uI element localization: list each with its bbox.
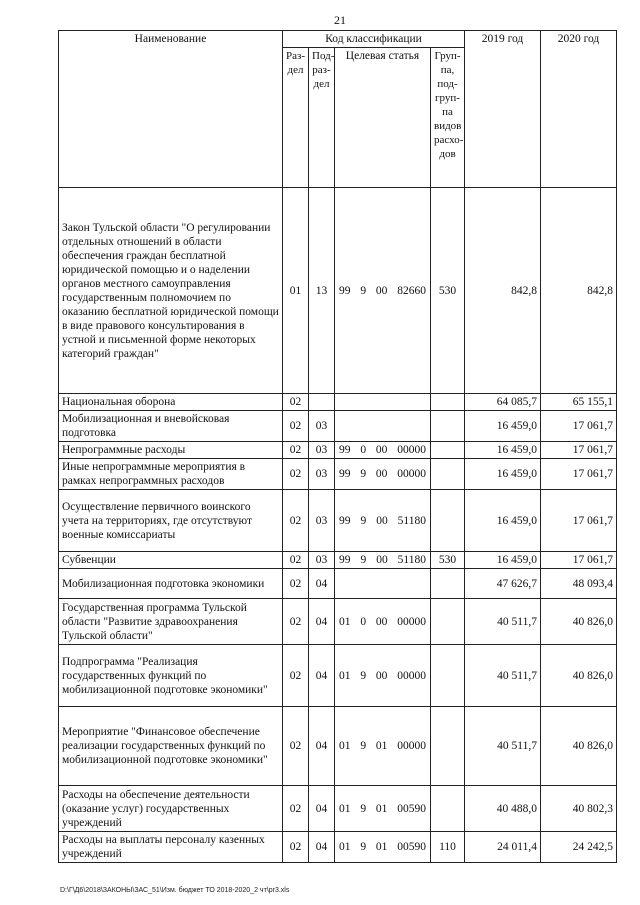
row-amount-2020: 48 093,4	[541, 569, 617, 599]
row-name: Мобилизационная и вневойсковая подготовка	[59, 411, 283, 442]
row-amount-2019: 24 011,4	[465, 832, 541, 863]
page-number: 21	[334, 13, 346, 27]
row-expense-group	[431, 707, 465, 786]
table-row	[59, 569, 617, 599]
row-section: 02	[283, 490, 309, 552]
row-amount-2019: 842,8	[465, 188, 541, 394]
row-section: 02	[283, 645, 309, 707]
target-article-part: 01	[375, 740, 388, 752]
target-article-part: 9	[360, 514, 367, 527]
row-amount-2020: 17 061,7	[541, 459, 617, 490]
header-year-2019: 2019 год	[465, 31, 541, 188]
header-section: Раз-дел	[283, 48, 309, 188]
table-row	[59, 552, 617, 569]
target-article-part: 01	[339, 841, 351, 853]
target-article-part: 00000	[397, 444, 426, 456]
target-article-part: 82660	[397, 284, 426, 297]
row-target-article	[335, 707, 431, 786]
target-article-part: 00	[375, 468, 388, 480]
row-amount-2019: 16 459,0	[465, 459, 541, 490]
row-expense-group	[431, 442, 465, 459]
row-name: Расходы на обеспечение деятельности (оказание услуг) государственных учреждений	[59, 786, 283, 832]
row-amount-2019: 16 459,0	[465, 442, 541, 459]
row-section: 02	[283, 394, 309, 411]
row-amount-2020: 40 826,0	[541, 645, 617, 707]
row-subsection	[309, 394, 335, 411]
row-target-article	[335, 569, 431, 599]
header-target: Целевая статья	[335, 48, 431, 188]
row-target-article	[335, 442, 431, 459]
table-row	[59, 832, 617, 863]
row-name: Расходы на выплаты персоналу казенных учреждений	[59, 832, 283, 863]
row-amount-2019: 16 459,0	[465, 552, 541, 569]
row-expense-group	[431, 599, 465, 645]
row-target-article	[335, 786, 431, 832]
row-target-article	[335, 645, 431, 707]
row-expense-group	[431, 394, 465, 411]
target-article-part: 99	[339, 468, 351, 480]
target-article-part: 00	[376, 514, 388, 527]
target-article-part: 99	[339, 444, 351, 456]
row-section: 02	[283, 459, 309, 490]
target-article-part: 00	[375, 444, 388, 456]
target-article-part: 51180	[397, 514, 426, 527]
table-row	[59, 490, 617, 552]
row-subsection: 04	[309, 707, 335, 786]
target-article-part: 00	[375, 669, 388, 682]
row-expense-group	[431, 411, 465, 442]
row-section: 02	[283, 707, 309, 786]
target-article-part: 00	[376, 554, 388, 566]
row-target-article	[335, 459, 431, 490]
row-section: 02	[283, 411, 309, 442]
target-article-part: 00000	[397, 669, 426, 682]
row-expense-group: 110	[431, 832, 465, 863]
target-article-part: 99	[339, 514, 351, 527]
target-article-part: 00000	[397, 468, 426, 480]
row-name: Субвенции	[59, 552, 283, 569]
row-amount-2020: 17 061,7	[541, 490, 617, 552]
row-expense-group	[431, 569, 465, 599]
target-article-part: 00000	[397, 615, 426, 628]
target-article-part: 9	[360, 669, 367, 682]
row-subsection: 03	[309, 552, 335, 569]
row-subsection: 04	[309, 599, 335, 645]
row-expense-group: 530	[431, 188, 465, 394]
row-name: Мероприятие "Финансовое обеспечение реализации государственных функций по мобилизационной подготовке экономики"	[59, 707, 283, 786]
row-target-article	[335, 552, 431, 569]
row-subsection: 04	[309, 786, 335, 832]
table-row	[59, 442, 617, 459]
target-article-part: 51180	[397, 554, 426, 566]
row-name: Иные непрограммные мероприятия в рамках непрограммных расходов	[59, 459, 283, 490]
table-row	[59, 188, 617, 394]
row-name: Закон Тульской области "О регулировании отдельных отношений в области обеспечения граждан бесплатной юридической помощью и о наделении органов местного самоуправления государственным полномочием по оказанию бесплатной юридической помощи в виде правового консультирования в устной и письменной форме некоторых категорий граждан"	[59, 188, 283, 394]
target-article-part: 0	[360, 615, 367, 628]
footer-file-path: D:\Г\Д6\2018\ЗАКОНЫ\ЗАС_51\Изм. бюджет ТО 2018-2020_2 чт\pr3.xls	[60, 887, 290, 894]
row-amount-2020: 17 061,7	[541, 411, 617, 442]
row-amount-2019: 16 459,0	[465, 411, 541, 442]
row-target-article	[335, 188, 431, 394]
row-amount-2020: 17 061,7	[541, 552, 617, 569]
row-target-article	[335, 832, 431, 863]
row-amount-2020: 65 155,1	[541, 394, 617, 411]
target-article-part: 00	[375, 615, 388, 628]
row-subsection: 13	[309, 188, 335, 394]
target-article-part: 00590	[397, 802, 426, 815]
row-subsection: 03	[309, 459, 335, 490]
target-article-part: 9	[360, 554, 367, 566]
row-name: Мобилизационная подготовка экономики	[59, 569, 283, 599]
table-row	[59, 459, 617, 490]
row-amount-2020: 17 061,7	[541, 442, 617, 459]
budget-table	[58, 30, 617, 863]
target-article-part: 9	[360, 841, 367, 853]
row-amount-2020: 24 242,5	[541, 832, 617, 863]
row-expense-group	[431, 645, 465, 707]
row-name: Национальная оборона	[59, 394, 283, 411]
target-article-part: 0	[360, 444, 367, 456]
row-subsection: 04	[309, 832, 335, 863]
header-group: Груп-па, под-груп-па видов расхо-дов	[431, 48, 465, 188]
row-section: 02	[283, 569, 309, 599]
row-section: 01	[283, 188, 309, 394]
row-subsection: 03	[309, 442, 335, 459]
table-row	[59, 411, 617, 442]
row-target-article	[335, 490, 431, 552]
row-subsection: 04	[309, 645, 335, 707]
target-article-part: 01	[339, 802, 351, 815]
header-year-2020: 2020 год	[541, 31, 617, 188]
row-subsection: 03	[309, 490, 335, 552]
row-name: Непрограммные расходы	[59, 442, 283, 459]
row-section: 02	[283, 786, 309, 832]
row-section: 02	[283, 442, 309, 459]
row-expense-group: 530	[431, 552, 465, 569]
row-name: Осуществление первичного воинского учета на территориях, где отсутствуют военные комиссариаты	[59, 490, 283, 552]
row-amount-2020: 842,8	[541, 188, 617, 394]
row-amount-2019: 40 511,7	[465, 599, 541, 645]
table-row	[59, 645, 617, 707]
row-name: Государственная программа Тульской области "Развитие здравоохранения Тульской области"	[59, 599, 283, 645]
table-row	[59, 786, 617, 832]
row-amount-2020: 40 802,3	[541, 786, 617, 832]
target-article-part: 9	[360, 802, 367, 815]
target-article-part: 01	[375, 802, 388, 815]
row-amount-2019: 40 511,7	[465, 707, 541, 786]
header-row-top	[59, 31, 617, 48]
row-subsection: 03	[309, 411, 335, 442]
row-section: 02	[283, 599, 309, 645]
target-article-part: 99	[339, 554, 351, 566]
row-target-article	[335, 599, 431, 645]
row-amount-2019: 16 459,0	[465, 490, 541, 552]
target-article-part: 01	[339, 669, 351, 682]
table-row	[59, 599, 617, 645]
row-expense-group	[431, 490, 465, 552]
header-subsection: Под-раз-дел	[309, 48, 335, 188]
target-article-part: 01	[339, 615, 351, 628]
target-article-part: 01	[339, 740, 351, 752]
target-article-part: 00000	[397, 740, 426, 752]
row-amount-2020: 40 826,0	[541, 599, 617, 645]
row-amount-2020: 40 826,0	[541, 707, 617, 786]
row-expense-group	[431, 786, 465, 832]
table-row	[59, 707, 617, 786]
target-article-part: 9	[360, 468, 367, 480]
target-article-part: 9	[360, 284, 367, 297]
row-amount-2019: 64 085,7	[465, 394, 541, 411]
row-section: 02	[283, 832, 309, 863]
row-section: 02	[283, 552, 309, 569]
row-amount-2019: 40 511,7	[465, 645, 541, 707]
target-article-part: 00	[375, 284, 388, 297]
row-amount-2019: 47 626,7	[465, 569, 541, 599]
target-article-part: 01	[375, 841, 388, 853]
row-target-article	[335, 394, 431, 411]
header-classification: Код классификации	[283, 31, 465, 48]
target-article-part: 9	[360, 740, 367, 752]
row-name: Подпрограмма "Реализация государственных функций по мобилизационной подготовке экономики"	[59, 645, 283, 707]
header-name: Наименование	[59, 31, 283, 188]
row-target-article	[335, 411, 431, 442]
table-row	[59, 394, 617, 411]
row-amount-2019: 40 488,0	[465, 786, 541, 832]
row-expense-group	[431, 459, 465, 490]
row-subsection: 04	[309, 569, 335, 599]
target-article-part: 00590	[397, 841, 426, 853]
target-article-part: 99	[339, 284, 351, 297]
